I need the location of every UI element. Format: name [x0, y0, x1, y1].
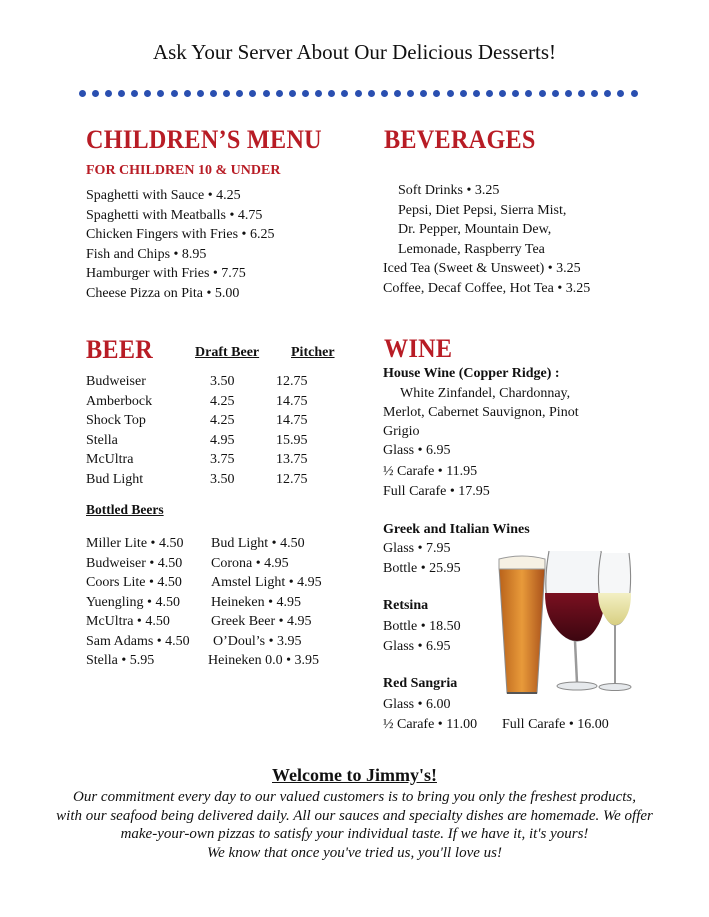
draft-price: 3.50 [210, 374, 235, 389]
list-item: Glass • 7.95 [383, 541, 451, 556]
list-item: ½ Carafe • 11.95 [383, 464, 478, 479]
divider-dot [236, 90, 243, 97]
divider-dot [249, 90, 256, 97]
list-item: Sam Adams • 4.50 [86, 633, 190, 649]
beer-name: Stella [86, 432, 118, 448]
divider-dot [289, 90, 296, 97]
divider-dot [394, 90, 401, 97]
list-item: Greek Beer • 4.95 [211, 614, 312, 629]
draft-price: 3.75 [210, 452, 235, 467]
draft-price: 4.95 [210, 432, 235, 448]
blurb-line: make-your-own pizzas to satisfy your individual taste. If we have it, it's yours! [120, 826, 589, 842]
divider-dot [79, 90, 86, 97]
list-item: Hamburger with Fries • 7.75 [86, 266, 246, 281]
list-item: Merlot, Cabernet Sauvignon, Pinot [383, 405, 579, 420]
list-item: Stella • 5.95 [86, 653, 155, 668]
list-item: Fish and Chips • 8.95 [86, 246, 207, 262]
draft-price: 4.25 [210, 393, 235, 409]
divider-dot [184, 90, 191, 97]
divider-dot [525, 90, 532, 97]
divider-dot [407, 90, 414, 97]
draft-beer-header: Draft Beer [195, 345, 260, 360]
divider-dot [355, 90, 362, 97]
list-item: Bottle • 18.50 [383, 619, 461, 634]
childrens-menu-title: CHILDREN’S MENU [86, 125, 322, 154]
beer-name: Budweiser [86, 374, 146, 389]
list-item: Chicken Fingers with Fries • 6.25 [86, 227, 275, 242]
divider-dot [131, 90, 138, 97]
beer-name: McUltra [86, 452, 134, 467]
divider-dot [171, 90, 178, 97]
white-wine-glass-icon [598, 553, 631, 691]
divider-dot [381, 90, 388, 97]
divider-dot [118, 90, 125, 97]
list-item: Glass • 6.00 [383, 697, 451, 712]
divider-dot [552, 90, 559, 97]
list-item: Coors Lite • 4.50 [86, 575, 182, 590]
list-item: Dr. Pepper, Mountain Dew, [398, 222, 552, 237]
welcome-blurb [0, 788, 709, 862]
list-item: Soft Drinks • 3.25 [398, 183, 500, 198]
retsina-title: Retsina [383, 598, 429, 613]
greek-italian-title: Greek and Italian Wines [383, 522, 530, 537]
bottled-beers-header: Bottled Beers [86, 502, 164, 517]
divider-dot [315, 90, 322, 97]
divider-dot [512, 90, 519, 97]
divider-dot [197, 90, 204, 97]
pitcher-price: 12.75 [276, 374, 308, 389]
beverages-title: BEVERAGES [384, 125, 536, 154]
list-item: Corona • 4.95 [211, 555, 289, 571]
list-item: Bottle • 25.95 [383, 560, 461, 576]
divider-dot [486, 90, 493, 97]
list-item: Pepsi, Diet Pepsi, Sierra Mist, [398, 202, 567, 218]
list-item: Amstel Light • 4.95 [211, 575, 322, 590]
beer-name: Amberbock [86, 393, 153, 409]
beer-name: Shock Top [86, 413, 146, 428]
list-item: Miller Lite • 4.50 [86, 536, 184, 551]
list-item: Yuengling • 4.50 [86, 594, 180, 610]
pitcher-price: 13.75 [276, 452, 308, 467]
divider-dot [368, 90, 375, 97]
list-item: Full Carafe • 16.00 [502, 716, 609, 732]
pitcher-price: 12.75 [276, 471, 308, 487]
list-item: Spaghetti with Sauce • 4.25 [86, 188, 241, 203]
divider-dot [223, 90, 230, 97]
divider-dot [302, 90, 309, 97]
list-item: Lemonade, Raspberry Tea [398, 241, 545, 257]
divider-dot [617, 90, 624, 97]
divider-dot [263, 90, 270, 97]
list-item: Budweiser • 4.50 [86, 555, 183, 571]
list-item: ½ Carafe • 11.00 [383, 716, 478, 732]
blurb-line: We know that once you've tried us, you'll love us! [207, 844, 502, 861]
divider-dot [591, 90, 598, 97]
pitcher-price: 14.75 [276, 413, 308, 428]
red-wine-glass-icon [545, 551, 605, 690]
divider-dot [565, 90, 572, 97]
blurb-line: Our commitment every day to our valued customers is to bring you only the freshest products, [73, 789, 636, 805]
list-item: Heineken 0.0 • 3.95 [208, 653, 320, 668]
beer-glass-icon [499, 556, 545, 693]
list-item: Spaghetti with Meatballs • 4.75 [86, 207, 263, 223]
list-item: Bud Light • 4.50 [211, 536, 305, 551]
divider-dot [604, 90, 611, 97]
divider-dot [499, 90, 506, 97]
house-wine-title: House Wine (Copper Ridge) : [383, 366, 560, 381]
list-item: Cheese Pizza on Pita • 5.00 [86, 285, 240, 301]
draft-price: 4.25 [210, 413, 235, 428]
divider-dot [420, 90, 427, 97]
list-item: Grigio [383, 423, 420, 439]
list-item: Glass • 6.95 [383, 443, 451, 458]
blurb-line: with our seafood being delivered daily. All our sauces and specialty dishes are homemade. We offer [56, 807, 653, 824]
childrens-subtitle: FOR CHILDREN 10 & UNDER [86, 163, 281, 178]
divider-dot [92, 90, 99, 97]
dotted-divider [82, 90, 634, 98]
beer-title: BEER [86, 335, 153, 364]
divider-dot [210, 90, 217, 97]
divider-dot [460, 90, 467, 97]
divider-dot [341, 90, 348, 97]
list-item: Glass • 6.95 [383, 638, 451, 654]
divider-dot [447, 90, 454, 97]
desserts-banner: Ask Your Server About Our Delicious Desserts! [152, 40, 557, 64]
list-item: Coffee, Decaf Coffee, Hot Tea • 3.25 [383, 280, 591, 296]
divider-dot [473, 90, 480, 97]
list-item: Heineken • 4.95 [211, 594, 302, 610]
wine-title: WINE [384, 334, 453, 363]
divider-dot [328, 90, 335, 97]
divider-dot [105, 90, 112, 97]
beer-name: Bud Light [86, 471, 144, 487]
beer-wine-glasses-image [497, 545, 635, 697]
divider-dot [578, 90, 585, 97]
draft-price: 3.50 [210, 471, 235, 487]
list-item: Iced Tea (Sweet & Unsweet) • 3.25 [383, 261, 581, 276]
pitcher-header: Pitcher [291, 345, 335, 360]
list-item: McUltra • 4.50 [86, 614, 170, 629]
pitcher-price: 14.75 [276, 393, 308, 409]
divider-dot [157, 90, 164, 97]
divider-dot [144, 90, 151, 97]
sangria-title: Red Sangria [383, 676, 458, 691]
welcome-title: Welcome to Jimmy's! [272, 765, 437, 785]
pitcher-price: 15.95 [276, 432, 308, 448]
divider-dot [539, 90, 546, 97]
divider-dot [433, 90, 440, 97]
list-item: White Zinfandel, Chardonnay, [400, 386, 571, 401]
list-item: O’Doul’s • 3.95 [213, 633, 302, 649]
divider-dot [276, 90, 283, 97]
divider-dot [631, 90, 638, 97]
list-item: Full Carafe • 17.95 [383, 484, 490, 499]
